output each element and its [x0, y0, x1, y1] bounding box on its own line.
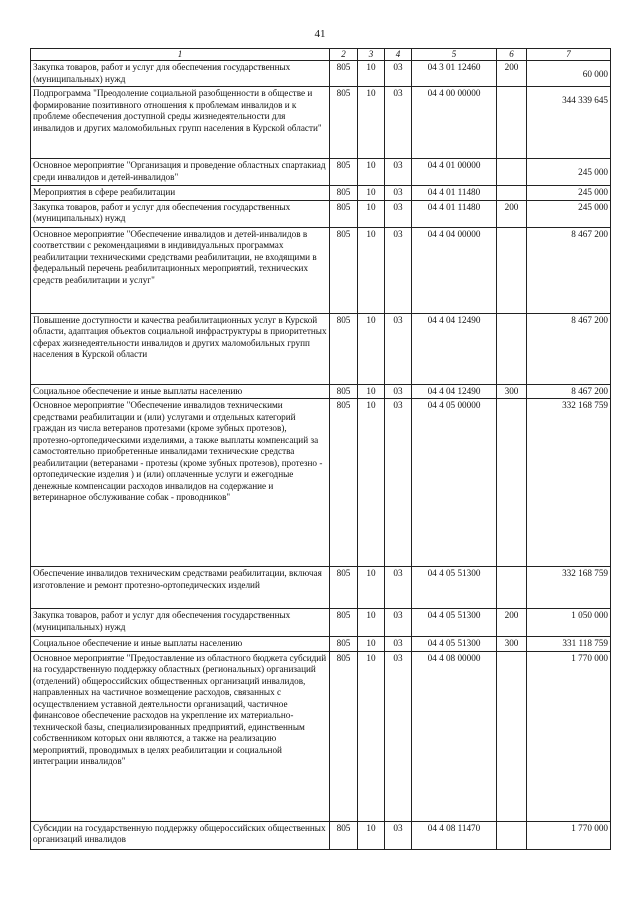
subsection-code: 03 — [385, 651, 412, 821]
ministry-code: 805 — [330, 399, 358, 567]
subsection-code: 03 — [385, 821, 412, 849]
row-name: Субсидии на государственную поддержку общероссийских общественных организаций инвалидов — [31, 821, 330, 849]
target-article: 04 4 00 00000 — [412, 87, 497, 159]
budget-table — [30, 48, 611, 850]
ministry-code: 805 — [330, 821, 358, 849]
row-sum: 8 467 200 — [527, 227, 611, 313]
table-row — [31, 159, 611, 186]
row-name: Закупка товаров, работ и услуг для обеспечения государственных (муниципальных) нужд — [31, 609, 330, 637]
row-name: Социальное обеспечение и иные выплаты населению — [31, 637, 330, 652]
section-code: 10 — [358, 313, 385, 384]
col-header: 1 — [31, 49, 330, 61]
ministry-code: 805 — [330, 200, 358, 227]
target-article: 04 4 04 12490 — [412, 384, 497, 399]
expense-type — [497, 567, 527, 609]
ministry-code: 805 — [330, 313, 358, 384]
table-row — [31, 227, 611, 313]
row-name: Подпрограмма "Преодоление социальной разобщенности в обществе и формирование позитивного отношения к проблемам инвалидов и к проблеме обеспечения доступной среды жизнедеятельности для инвалидов и других маломобильных групп населения в Курской области" — [31, 87, 330, 159]
section-code: 10 — [358, 821, 385, 849]
expense-type — [497, 87, 527, 159]
table-row — [31, 651, 611, 821]
target-article: 04 4 05 51300 — [412, 637, 497, 652]
expense-type — [497, 399, 527, 567]
col-header: 3 — [358, 49, 385, 61]
ministry-code: 805 — [330, 159, 358, 186]
page-number: 41 — [314, 28, 326, 40]
section-code: 10 — [358, 200, 385, 227]
subsection-code: 03 — [385, 384, 412, 399]
row-sum: 1 770 000 — [527, 821, 611, 849]
ministry-code: 805 — [330, 186, 358, 201]
table-row — [31, 637, 611, 652]
expense-type — [497, 651, 527, 821]
table-row — [31, 186, 611, 201]
section-code: 10 — [358, 61, 385, 87]
row-name: Повышение доступности и качества реабилитационных услуг в Курской области, адаптация объектов социальной инфраструктуры в приоритетных сферах жизнедеятельности инвалидов и других маломобильных групп населения в Курской области — [31, 313, 330, 384]
section-code: 10 — [358, 399, 385, 567]
column-number-row — [31, 49, 611, 61]
ministry-code: 805 — [330, 651, 358, 821]
expense-type — [497, 186, 527, 201]
section-code: 10 — [358, 186, 385, 201]
row-sum: 245 000 — [527, 186, 611, 201]
row-sum: 332 168 759 — [527, 567, 611, 609]
table-row — [31, 567, 611, 609]
section-code: 10 — [358, 159, 385, 186]
table-row — [31, 821, 611, 849]
expense-type: 300 — [497, 384, 527, 399]
col-header: 5 — [412, 49, 497, 61]
col-header: 7 — [527, 49, 611, 61]
section-code: 10 — [358, 87, 385, 159]
row-sum: 8 467 200 — [527, 384, 611, 399]
row-sum: 1 770 000 — [527, 651, 611, 821]
subsection-code: 03 — [385, 200, 412, 227]
row-name: Основное мероприятие "Обеспечение инвалидов и детей-инвалидов в соответствии с рекомендациями в индивидуальных программах реабилитации техническими средствами реабилитации, не входящими в федеральный перечень реабилитационных мероприятий, технических средств реабилитации и услуг" — [31, 227, 330, 313]
row-sum: 331 118 759 — [527, 637, 611, 652]
row-sum: 8 467 200 — [527, 313, 611, 384]
row-name: Основное мероприятие "Обеспечение инвалидов техническими средствами реабилитации и (или) услугами и отдельных категорий граждан из числа ветеранов протезами (кроме зубных протезов), протезно-ортопедическими изделиями, а также выплаты компенсаций за самостоятельно приобретенные инвалидами технические средства реабилитации (ветеранами - протезы (кроме зубных протезов), протезно - ортопедические изделия ) и (или) оплаченные услуги и ежегодные денежные компенсации расходов инвалидов на содержание и ветеринарное обслуживание собак - проводников" — [31, 399, 330, 567]
subsection-code: 03 — [385, 313, 412, 384]
ministry-code: 805 — [330, 567, 358, 609]
table-row — [31, 313, 611, 384]
section-code: 10 — [358, 609, 385, 637]
row-sum: 1 050 000 — [527, 609, 611, 637]
col-header: 4 — [385, 49, 412, 61]
ministry-code: 805 — [330, 637, 358, 652]
ministry-code: 805 — [330, 61, 358, 87]
table-row — [31, 399, 611, 567]
target-article: 04 4 08 00000 — [412, 651, 497, 821]
row-name: Мероприятия в сфере реабилитации — [31, 186, 330, 201]
row-sum: 245 000 — [527, 200, 611, 227]
row-sum: 245 000 — [527, 159, 611, 186]
subsection-code: 03 — [385, 609, 412, 637]
table-row — [31, 384, 611, 399]
table-row — [31, 61, 611, 87]
subsection-code: 03 — [385, 61, 412, 87]
row-sum: 60 000 — [527, 61, 611, 87]
target-article: 04 4 04 12490 — [412, 313, 497, 384]
row-name: Социальное обеспечение и иные выплаты населению — [31, 384, 330, 399]
target-article: 04 4 08 11470 — [412, 821, 497, 849]
row-sum: 344 339 645 — [527, 87, 611, 159]
expense-type: 200 — [497, 200, 527, 227]
section-code: 10 — [358, 227, 385, 313]
target-article: 04 4 01 11480 — [412, 186, 497, 201]
expense-type — [497, 313, 527, 384]
section-code: 10 — [358, 384, 385, 399]
ministry-code: 805 — [330, 227, 358, 313]
table-row — [31, 200, 611, 227]
row-name: Обеспечение инвалидов техническим средствами реабилитации, включая изготовление и ремонт протезно-ортопедических изделий — [31, 567, 330, 609]
target-article: 04 4 01 00000 — [412, 159, 497, 186]
section-code: 10 — [358, 637, 385, 652]
ministry-code: 805 — [330, 384, 358, 399]
subsection-code: 03 — [385, 227, 412, 313]
row-name: Закупка товаров, работ и услуг для обеспечения государственных (муниципальных) нужд — [31, 200, 330, 227]
subsection-code: 03 — [385, 186, 412, 201]
section-code: 10 — [358, 651, 385, 821]
col-header: 6 — [497, 49, 527, 61]
col-header: 2 — [330, 49, 358, 61]
expense-type: 200 — [497, 609, 527, 637]
subsection-code: 03 — [385, 567, 412, 609]
row-sum: 332 168 759 — [527, 399, 611, 567]
target-article: 04 4 01 11480 — [412, 200, 497, 227]
table-row — [31, 609, 611, 637]
expense-type: 200 — [497, 61, 527, 87]
ministry-code: 805 — [330, 87, 358, 159]
row-name: Основное мероприятие "Предоставление из областного бюджета субсидий на государственную поддержку областных (региональных) организаций (отделений) общероссийских общественных организаций инвалидов, направленных на частичное возмещение расходов, связанных с осуществлением уставной деятельности организаций, частичное финансовое обеспечение расходов на укрепление их материально-технической базы, специализированных предприятий, единственным собственником которых они являются, а также на реализацию мероприятий, проводимых в целях реабилитации и социальной интеграции инвалидов" — [31, 651, 330, 821]
subsection-code: 03 — [385, 159, 412, 186]
section-code: 10 — [358, 567, 385, 609]
target-article: 04 4 05 00000 — [412, 399, 497, 567]
subsection-code: 03 — [385, 637, 412, 652]
target-article: 04 4 04 00000 — [412, 227, 497, 313]
expense-type — [497, 227, 527, 313]
target-article: 04 4 05 51300 — [412, 567, 497, 609]
expense-type — [497, 159, 527, 186]
subsection-code: 03 — [385, 399, 412, 567]
expense-type: 300 — [497, 637, 527, 652]
ministry-code: 805 — [330, 609, 358, 637]
target-article: 04 3 01 12460 — [412, 61, 497, 87]
row-name: Закупка товаров, работ и услуг для обеспечения государственных (муниципальных) нужд — [31, 61, 330, 87]
table-row — [31, 87, 611, 159]
subsection-code: 03 — [385, 87, 412, 159]
expense-type — [497, 821, 527, 849]
row-name: Основное мероприятие "Организация и проведение областных спартакиад среди инвалидов и детей-инвалидов" — [31, 159, 330, 186]
target-article: 04 4 05 51300 — [412, 609, 497, 637]
